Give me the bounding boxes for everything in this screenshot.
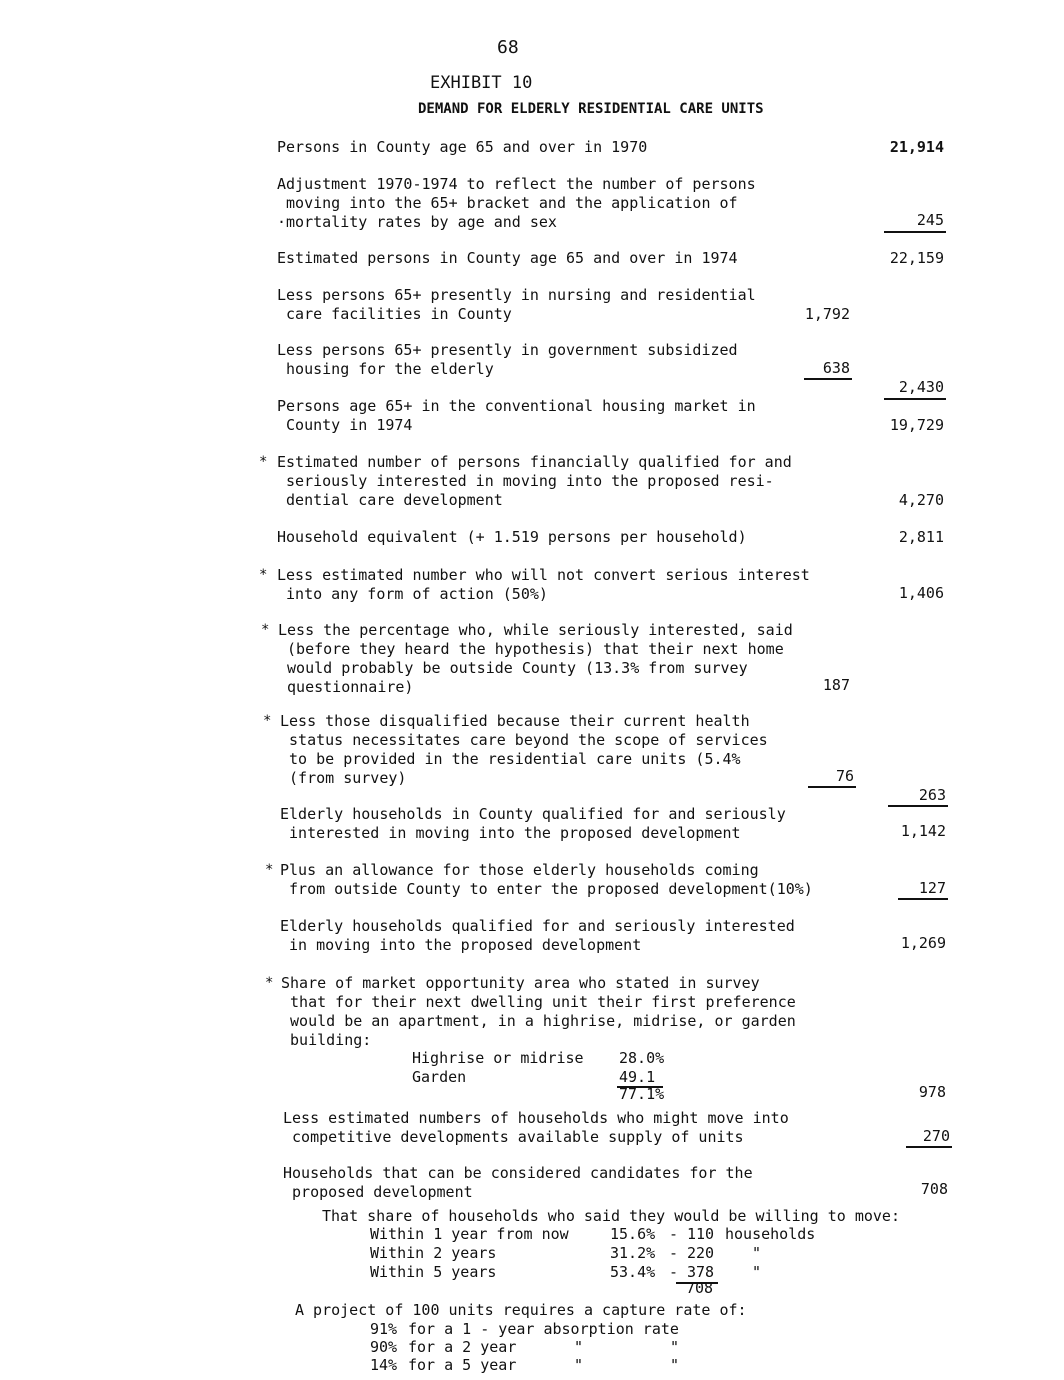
row-4-value: 2,430 <box>898 378 944 396</box>
row-6-label-line-3: dential care development <box>277 491 503 509</box>
capture-text: for a 5 year <box>408 1356 517 1374</box>
row-16-label-line-2: proposed development <box>283 1183 473 1201</box>
row-9-label-line-3: would probably be outside County (13.3% from survey <box>278 659 748 677</box>
row-10-label-line-1: Less those disqualified because their current health <box>280 712 750 730</box>
row-15-label-line-1: Less estimated numbers of households who might move into <box>283 1109 789 1127</box>
subtotal-rule <box>808 786 856 788</box>
ditto-mark: " <box>670 1356 680 1374</box>
row-4-label-line-1: Less persons 65+ presently in government subsidized <box>277 341 738 359</box>
preference-total: 77.1% <box>619 1085 665 1103</box>
page-title: DEMAND FOR ELDERLY RESIDENTIAL CARE UNITS <box>418 101 764 117</box>
moving-label: Within 2 years <box>370 1244 497 1262</box>
subtotal-rule <box>888 805 948 807</box>
row-16-value: 708 <box>920 1180 948 1198</box>
subtotal-rule <box>906 1146 952 1148</box>
preference-label: Highrise or midrise <box>412 1049 584 1067</box>
row-9-label-line-4: questionnaire) <box>278 678 414 696</box>
preference-label: Garden <box>412 1068 467 1086</box>
row-13-label-line-2: in moving into the proposed development <box>280 936 642 954</box>
moving-unit: " <box>752 1244 762 1262</box>
row-14-label-line-3: would be an apartment, in a highrise, midrise, or garden <box>281 1012 796 1030</box>
row-14-label-line-1: Share of market opportunity area who stated in survey <box>281 974 760 992</box>
ditto-mark: " <box>574 1338 584 1356</box>
asterisk-marker: * <box>261 622 270 638</box>
row-10-label-line-3: to be provided in the residential care units (5.4% <box>280 750 741 768</box>
moving-label: Within 5 years <box>370 1263 497 1281</box>
row-0-label: Persons in County age 65 and over in 1970 <box>277 138 648 156</box>
capture-text: for a 2 year <box>408 1338 517 1356</box>
asterisk-marker: * <box>265 975 274 991</box>
row-15-value: 270 <box>922 1127 950 1145</box>
row-2-value: 22,159 <box>889 249 944 267</box>
row-9-mid-value: 187 <box>822 676 850 694</box>
moving-pct: 31.2% <box>610 1244 656 1262</box>
row-6-label-line-1: Estimated number of persons financially qualified for and <box>277 453 792 471</box>
ditto-mark: " <box>670 1338 680 1356</box>
row-1-value: 245 <box>916 211 944 229</box>
row-11-label-line-2: interested in moving into the proposed development <box>280 824 741 842</box>
row-5-label-line-2: County in 1974 <box>277 416 413 434</box>
capture-intro: A project of 100 units requires a capture rate of: <box>295 1301 747 1319</box>
moving-unit: " <box>752 1263 762 1281</box>
row-13-value: 1,269 <box>900 934 946 952</box>
row-3-label-line-1: Less persons 65+ presently in nursing and residential <box>277 286 756 304</box>
moving-total: 708 <box>686 1279 714 1297</box>
row-10-label-line-4: (from survey) <box>280 769 407 787</box>
row-8-value: 1,406 <box>898 584 944 602</box>
preference-households: 978 <box>918 1083 946 1101</box>
moving-value: 220 <box>687 1244 715 1262</box>
row-7-value: 2,811 <box>898 528 944 546</box>
preference-value: 28.0% <box>619 1049 665 1067</box>
row-7-label: Household equivalent (+ 1.519 persons per household) <box>277 528 747 546</box>
row-11-value: 1,142 <box>900 822 946 840</box>
row-12-value: 127 <box>918 879 946 897</box>
capture-pct: 90% <box>370 1338 398 1356</box>
row-5-label-line-1: Persons age 65+ in the conventional housing market in <box>277 397 756 415</box>
row-8-label-line-2: into any form of action (50%) <box>277 585 548 603</box>
row-15-label-line-2: competitive developments available supply of units <box>283 1128 744 1146</box>
moving-intro: That share of households who said they would be willing to move: <box>322 1207 900 1225</box>
row-11-label-line-1: Elderly households in County qualified for and seriously <box>280 805 786 823</box>
row-4-mid-value: 638 <box>822 359 850 377</box>
row-3-mid-value: 1,792 <box>804 305 850 323</box>
page-number: 68 <box>497 37 519 58</box>
row-5-value: 19,729 <box>889 416 944 434</box>
exhibit-label: EXHIBIT 10 <box>430 73 533 93</box>
row-1-label-line-3: ·mortality rates by age and sex <box>277 213 557 231</box>
moving-unit: households <box>725 1225 816 1243</box>
row-12-label-line-2: from outside County to enter the proposed development(10%) <box>280 880 813 898</box>
row-16-label-line-1: Households that can be considered candidates for the <box>283 1164 753 1182</box>
row-1-label-line-2: moving into the 65+ bracket and the application of <box>277 194 738 212</box>
capture-pct: 14% <box>370 1356 398 1374</box>
row-9-label-line-1: Less the percentage who, while seriously interested, said <box>278 621 793 639</box>
moving-pct: 15.6% <box>610 1225 656 1243</box>
row-0-value: 21,914 <box>889 138 944 156</box>
moving-value: 110 <box>687 1225 715 1243</box>
moving-value: 378 <box>687 1263 715 1281</box>
subtotal-rule <box>898 898 948 900</box>
asterisk-marker: * <box>263 713 272 729</box>
subtotal-rule <box>884 398 946 400</box>
ditto-mark: " <box>574 1356 584 1374</box>
moving-label: Within 1 year from now <box>370 1225 569 1243</box>
row-12-label-line-1: Plus an allowance for those elderly households coming <box>280 861 759 879</box>
asterisk-marker: * <box>259 567 268 583</box>
preference-value: 49.1 <box>619 1068 656 1086</box>
row-10-value: 263 <box>918 786 946 804</box>
row-10-mid-value: 76 <box>835 767 854 785</box>
row-9-label-line-2: (before they heard the hypothesis) that their next home <box>278 640 784 658</box>
row-8-label-line-1: Less estimated number who will not convert serious interest <box>277 566 810 584</box>
row-4-label-line-2: housing for the elderly <box>277 360 494 378</box>
row-14-label-line-4: building: <box>281 1031 372 1049</box>
row-3-label-line-2: care facilities in County <box>277 305 512 323</box>
moving-pct: 53.4% <box>610 1263 656 1281</box>
row-6-value: 4,270 <box>898 491 944 509</box>
subtotal-rule <box>884 231 946 233</box>
capture-text: for a 1 - year absorption rate <box>408 1320 679 1338</box>
row-10-label-line-2: status necessitates care beyond the scope of services <box>280 731 768 749</box>
capture-pct: 91% <box>370 1320 398 1338</box>
row-6-label-line-2: seriously interested in moving into the proposed resi- <box>277 472 774 490</box>
subtotal-rule <box>804 378 852 380</box>
row-2-label: Estimated persons in County age 65 and over in 1974 <box>277 249 738 267</box>
asterisk-marker: * <box>265 862 274 878</box>
row-1-label-line-1: Adjustment 1970-1974 to reflect the number of persons <box>277 175 756 193</box>
asterisk-marker: * <box>259 454 268 470</box>
row-14-label-line-2: that for their next dwelling unit their first preference <box>281 993 796 1011</box>
row-13-label-line-1: Elderly households qualified for and seriously interested <box>280 917 795 935</box>
